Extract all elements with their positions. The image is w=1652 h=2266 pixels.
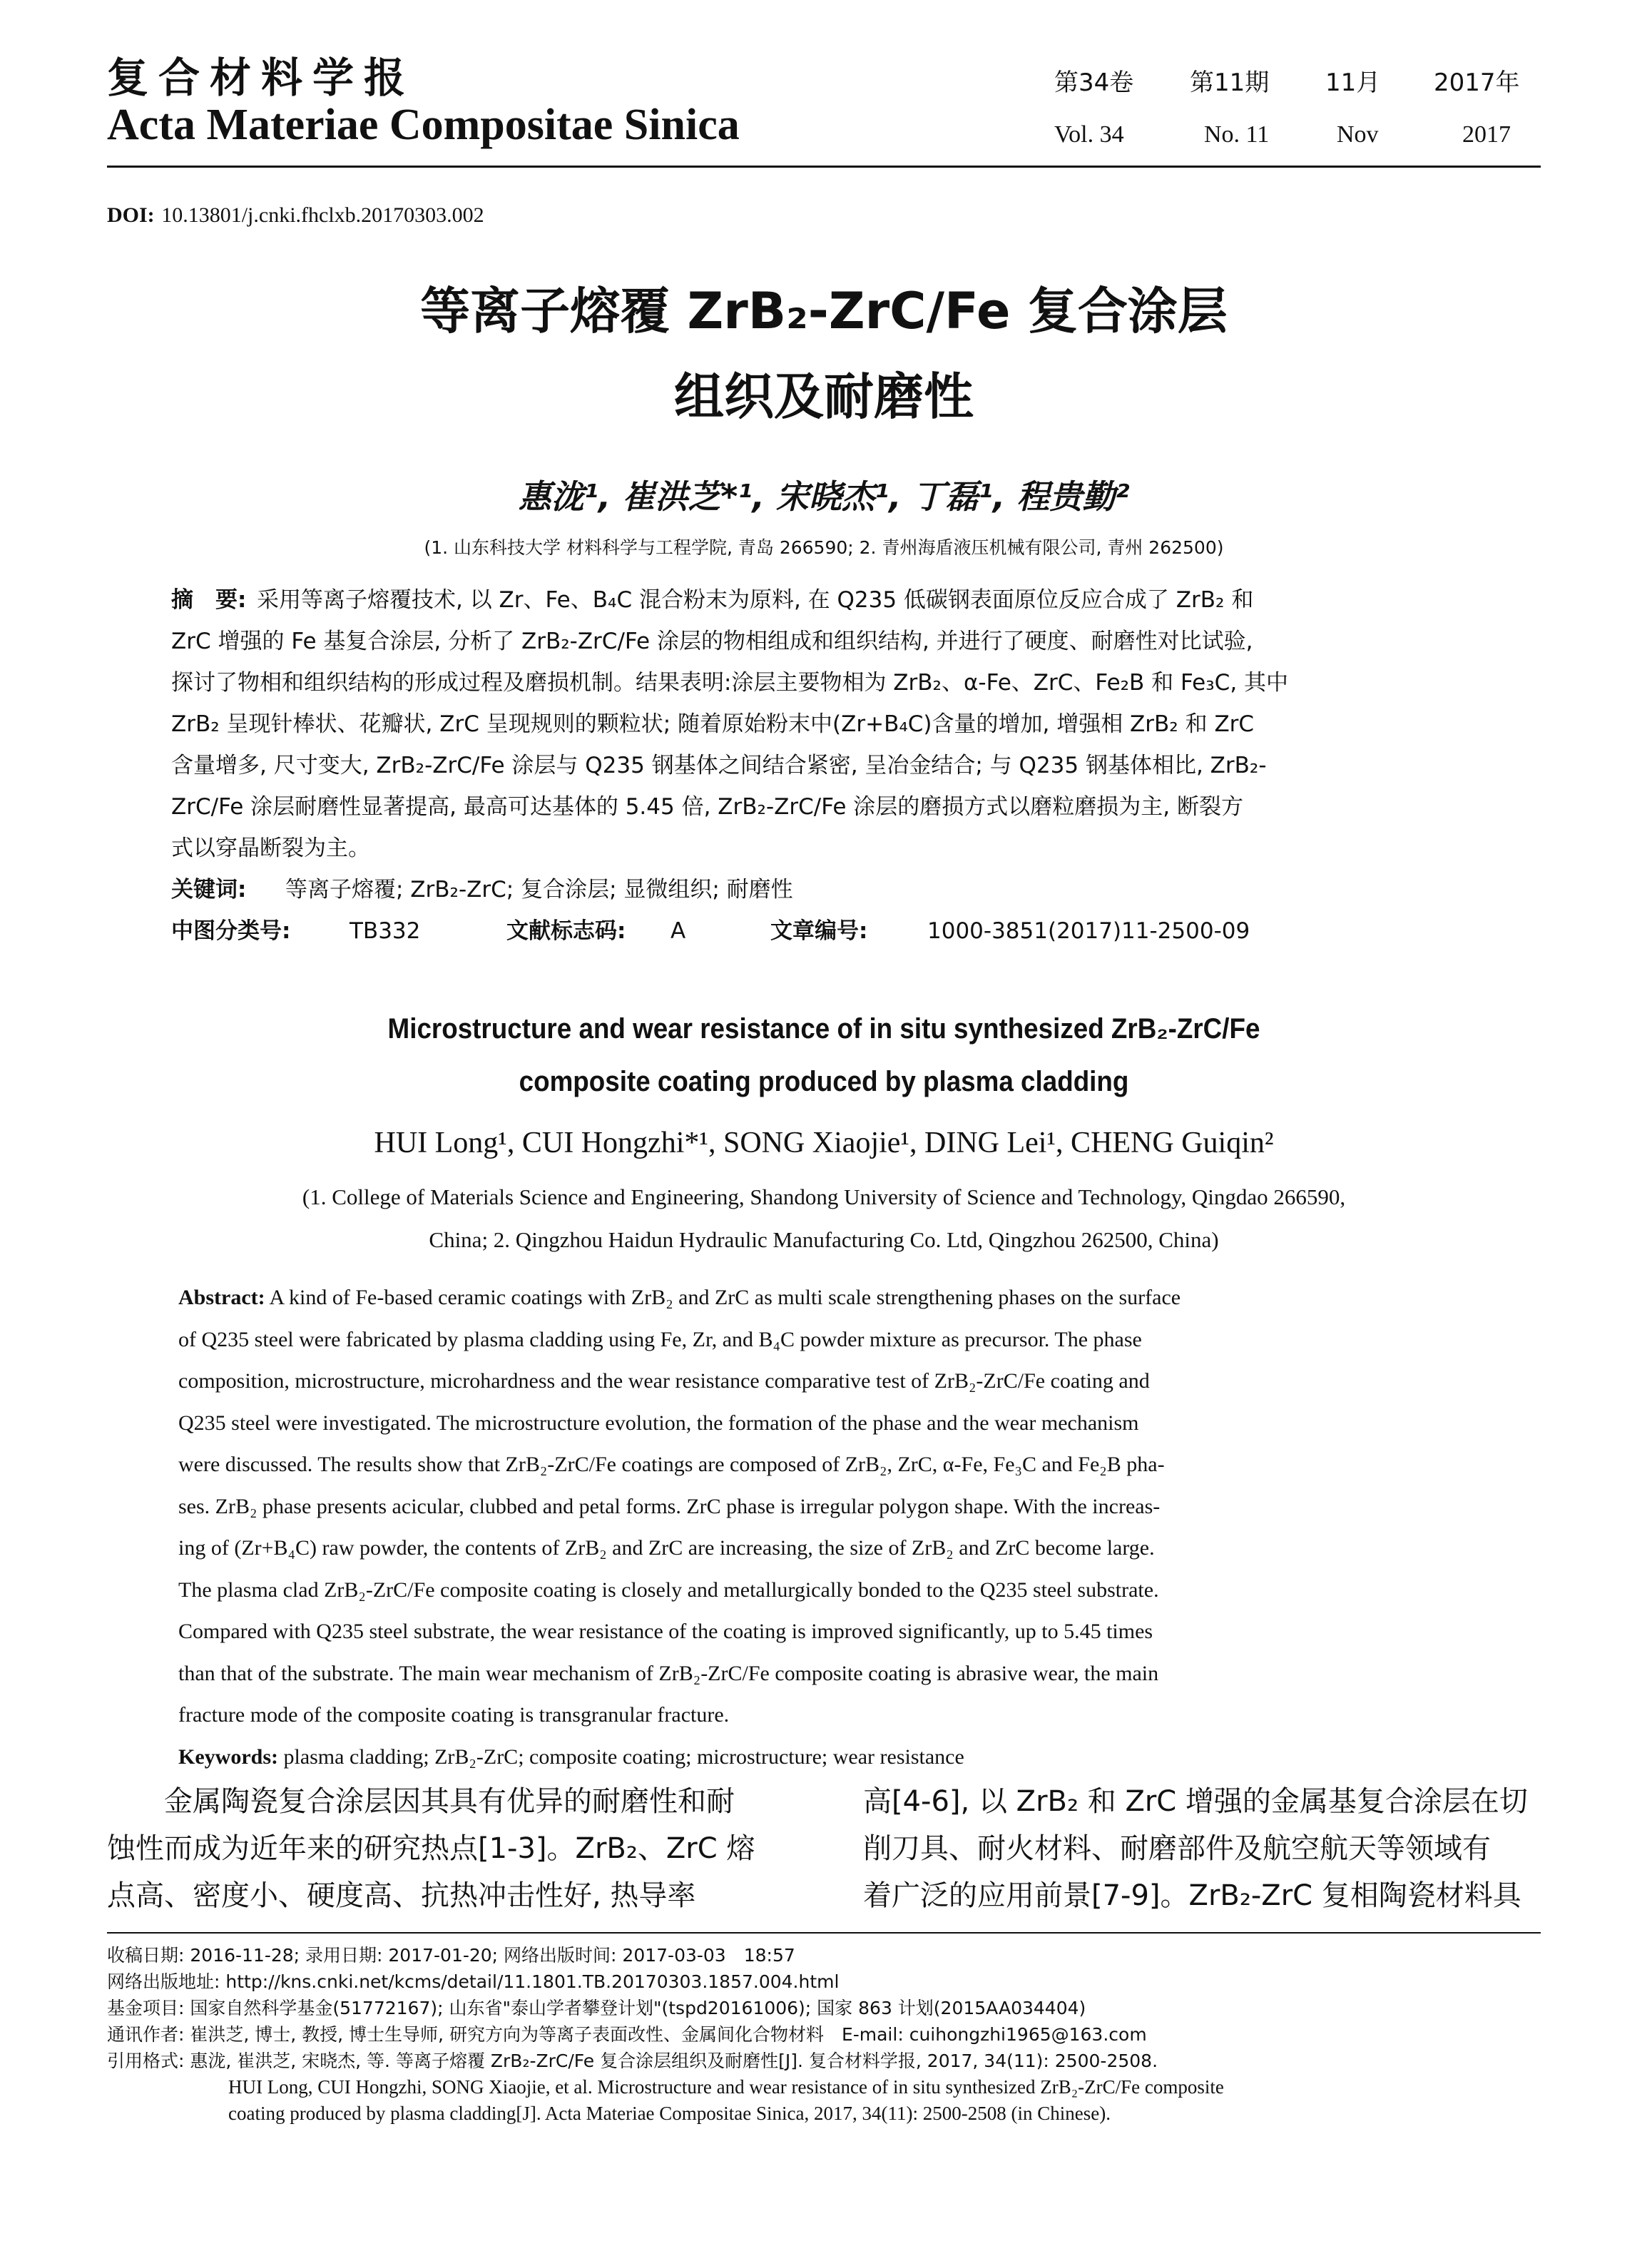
title-en-line2: composite coating produced by plasma cladding [519,1066,1129,1097]
body-line: 着广泛的应用前景[7-9]。ZrB₂-ZrC 复相陶瓷材料具 [863,1879,1521,1912]
abstract-en-line: composition, microstructure, microhardness and the wear resistance comparative test of ZrB₂-ZrC/Fe coating and [178,1369,1150,1393]
title-en-line1: Microstructure and wear resistance of in situ synthesized ZrB₂-ZrC/Fe [387,1013,1260,1045]
body-line: 蚀性而成为近年来的研究热点[1-3]。ZrB₂、ZrC 熔 [107,1832,755,1865]
abstract-cn-line: 含量增多, 尺寸变大, ZrB₂-ZrC/Fe 涂层与 Q235 钢基体之间结合紧密, 呈冶金结合; 与 Q235 钢基体相比, ZrB₂- [171,753,1267,778]
body-column-right [863,1778,1541,1919]
classification-row [171,910,1491,952]
doi-value[interactable]: 10.13801/j.cnki.fhclxb.20170303.002 [161,203,484,227]
body-column-left [107,1778,802,1919]
corresponding-author: 通讯作者: 崔洪芝, 博士, 教授, 博士生导师, 研究方向为等离子表面改性、金属间化合物材料 E-mail: cuihongzhi1965@163.com [107,2024,1147,2045]
abstract-cn-line: ZrB₂ 呈现针棒状、花瓣状, ZrC 呈现规则的颗粒状; 随着原始粉末中(Zr+B₄C)含量的增加, 增强相 ZrB₂ 和 ZrC [171,711,1255,737]
footnotes [107,1942,1541,2127]
keywords-en-label: Keywords: [178,1744,278,1769]
title-en [164,1002,1483,1108]
clc-value: TB332 [350,918,421,944]
abstract-cn [171,579,1491,952]
abstract-en-line: ses. ZrB₂ phase presents acicular, clubbed and petal forms. ZrC phase is irregular polygon shape. With the increas- [178,1494,1161,1518]
issue-en: No. 11 [1204,121,1270,148]
affiliation-cn: (1. 山东科技大学 材料科学与工程学院, 青岛 266590; 2. 青州海盾液压机械有限公司, 青州 262500) [424,537,1224,558]
abstract-cn-line: 采用等离子熔覆技术, 以 Zr、Fe、B₄C 混合粉末为原料, 在 Q235 低碳钢表面原位反应合成了 ZrB₂ 和 [257,587,1254,613]
doi-line [107,203,484,228]
doc-code-value: A [671,918,686,944]
authors-en: HUI Long¹, CUI Hongzhi*¹, SONG Xiaojie¹, DING Lei¹, CHENG Guiqin² [374,1127,1274,1159]
fund-project: 基金项目: 国家自然科学基金(51772167); 山东省"泰山学者攀登计划"(tspd20161006); 国家 863 计划(2015AA034404) [107,1998,1086,2018]
abstract-en-line: ing of (Zr+B₄C) raw powder, the contents of ZrB₂ and ZrC are increasing, the size of ZrB₂ and ZrC become large. [178,1536,1155,1560]
keywords-en-value: plasma cladding; ZrB₂-ZrC; composite coating; microstructure; wear resistance [283,1744,964,1769]
abstract-en-line: Compared with Q235 steel substrate, the wear resistance of the coating is improved significantly, up to 5.45 times [178,1620,1153,1643]
title-cn-line2: 组织及耐磨性 [674,367,974,426]
abstract-en-line: were discussed. The results show that ZrB₂-ZrC/Fe coatings are composed of ZrB₂, ZrC, α-Fe, Fe₃C and Fe₂B pha- [178,1453,1165,1476]
abstract-en [178,1277,1491,1778]
abstract-cn-line: ZrC/Fe 涂层耐磨性显著提高, 最高可达基体的 5.45 倍, ZrB₂-ZrC/Fe 涂层的磨损方式以磨粒磨损为主, 断裂方 [171,794,1243,820]
abstract-en-line: A kind of Fe-based ceramic coatings with ZrB₂ and ZrC as multi scale strengthening phases on the surface [269,1286,1181,1309]
citation-cn: 引用格式: 惠泷, 崔洪芝, 宋晓杰, 等. 等离子熔覆 ZrB₂-ZrC/Fe 复合涂层组织及耐磨性[J]. 复合材料学报, 2017, 34(11): 2500-2508. [107,2051,1158,2071]
online-address[interactable]: 网络出版地址: http://kns.cnki.net/kcms/detail/11.1801.TB.20170303.1857.004.html [107,1971,840,1992]
doc-code-label: 文献标志码: [506,918,626,944]
article-no-value: 1000-3851(2017)11-2500-09 [927,918,1250,944]
volume-cn: 第34卷 [1054,68,1134,97]
keywords-cn-value: 等离子熔覆; ZrB₂-ZrC; 复合涂层; 显微组织; 耐磨性 [285,877,793,903]
abstract-cn-label: 摘 要: [171,587,247,613]
abstract-cn-line: 式以穿晶断裂为主。 [171,835,370,861]
volume-en: Vol. 34 [1054,121,1124,148]
year-en: 2017 [1462,121,1511,148]
body-line: 金属陶瓷复合涂层因其具有优异的耐磨性和耐 [164,1785,735,1818]
journal-title-en: Acta Materiae Compositae Sinica [107,101,740,149]
abstract-en-line: Q235 steel were investigated. The microstructure evolution, the formation of the phase and the wear mechanism [178,1411,1139,1435]
clc-label: 中图分类号: [171,918,291,944]
month-cn: 11月 [1325,68,1381,97]
body-line: 削刀具、耐火材料、耐磨部件及航空航天等领域有 [863,1832,1491,1865]
affiliation-en [107,1176,1541,1261]
citation-en-line2: coating produced by plasma cladding[J]. Acta Materiae Compositae Sinica, 2017, 34(11): 2500-2508 (in Chinese). [228,2103,1111,2124]
citation-en-line1: HUI Long, CUI Hongzhi, SONG Xiaojie, et al. Microstructure and wear resistance of in situ synthesized ZrB₂-ZrC/Fe composite [228,2076,1224,2098]
abstract-en-line: of Q235 steel were fabricated by plasma cladding using Fe, Zr, and B₄C powder mixture as precursor. The phase [178,1327,1142,1351]
issue-cn: 第11期 [1190,68,1270,97]
abstract-en-line: than that of the substrate. The main wear mechanism of ZrB₂-ZrC/Fe composite coating is abrasive wear, the main [178,1661,1159,1685]
authors-cn: 惠泷¹, 崔洪芝*¹, 宋晓杰¹, 丁磊¹, 程贵勤² [518,477,1130,516]
abstract-en-line: fracture mode of the composite coating is transgranular fracture. [178,1703,730,1727]
affiliation-en-line2: China; 2. Qingzhou Haidun Hydraulic Manufacturing Co. Ltd, Qingzhou 262500, China) [429,1227,1219,1252]
article-no-label: 文章编号: [770,918,868,944]
keywords-cn-label: 关键词: [171,877,247,903]
abstract-en-line: The plasma clad ZrB₂-ZrC/Fe composite coating is closely and metallurgically bonded to the Q235 steel substrate. [178,1577,1159,1602]
abstract-cn-line: ZrC 增强的 Fe 基复合涂层, 分析了 ZrB₂-ZrC/Fe 涂层的物相组成和组织结构, 并进行了硬度、耐磨性对比试验, [171,629,1253,654]
doi-label: DOI: [107,203,155,227]
year-cn: 2017年 [1434,68,1520,97]
month-en: Nov [1337,121,1379,148]
received-date: 收稿日期: 2016-11-28; 录用日期: 2017-01-20; 网络出版时间: 2017-03-03 18:57 [107,1945,795,1966]
header-rule [107,166,1541,168]
body-line: 点高、密度小、硬度高、抗热冲击性好, 热导率 [107,1879,696,1912]
affiliation-en-line1: (1. College of Materials Science and Engineering, Shandong University of Science and Technology, Qingdao 266590, [302,1184,1346,1209]
journal-title-cn: 复合材料学报 [107,54,416,102]
title-cn-line1: 等离子熔覆 ZrB₂-ZrC/Fe 复合涂层 [420,282,1228,340]
abstract-cn-line: 探讨了物相和组织结构的形成过程及磨损机制。结果表明:涂层主要物相为 ZrB₂、α-Fe、ZrC、Fe₂B 和 Fe₃C, 其中 [171,670,1289,696]
body-line: 高[4-6], 以 ZrB₂ 和 ZrC 增强的金属基复合涂层在切 [863,1785,1528,1818]
footnote-rule [107,1932,1541,1934]
abstract-en-label: Abstract: [178,1286,265,1309]
